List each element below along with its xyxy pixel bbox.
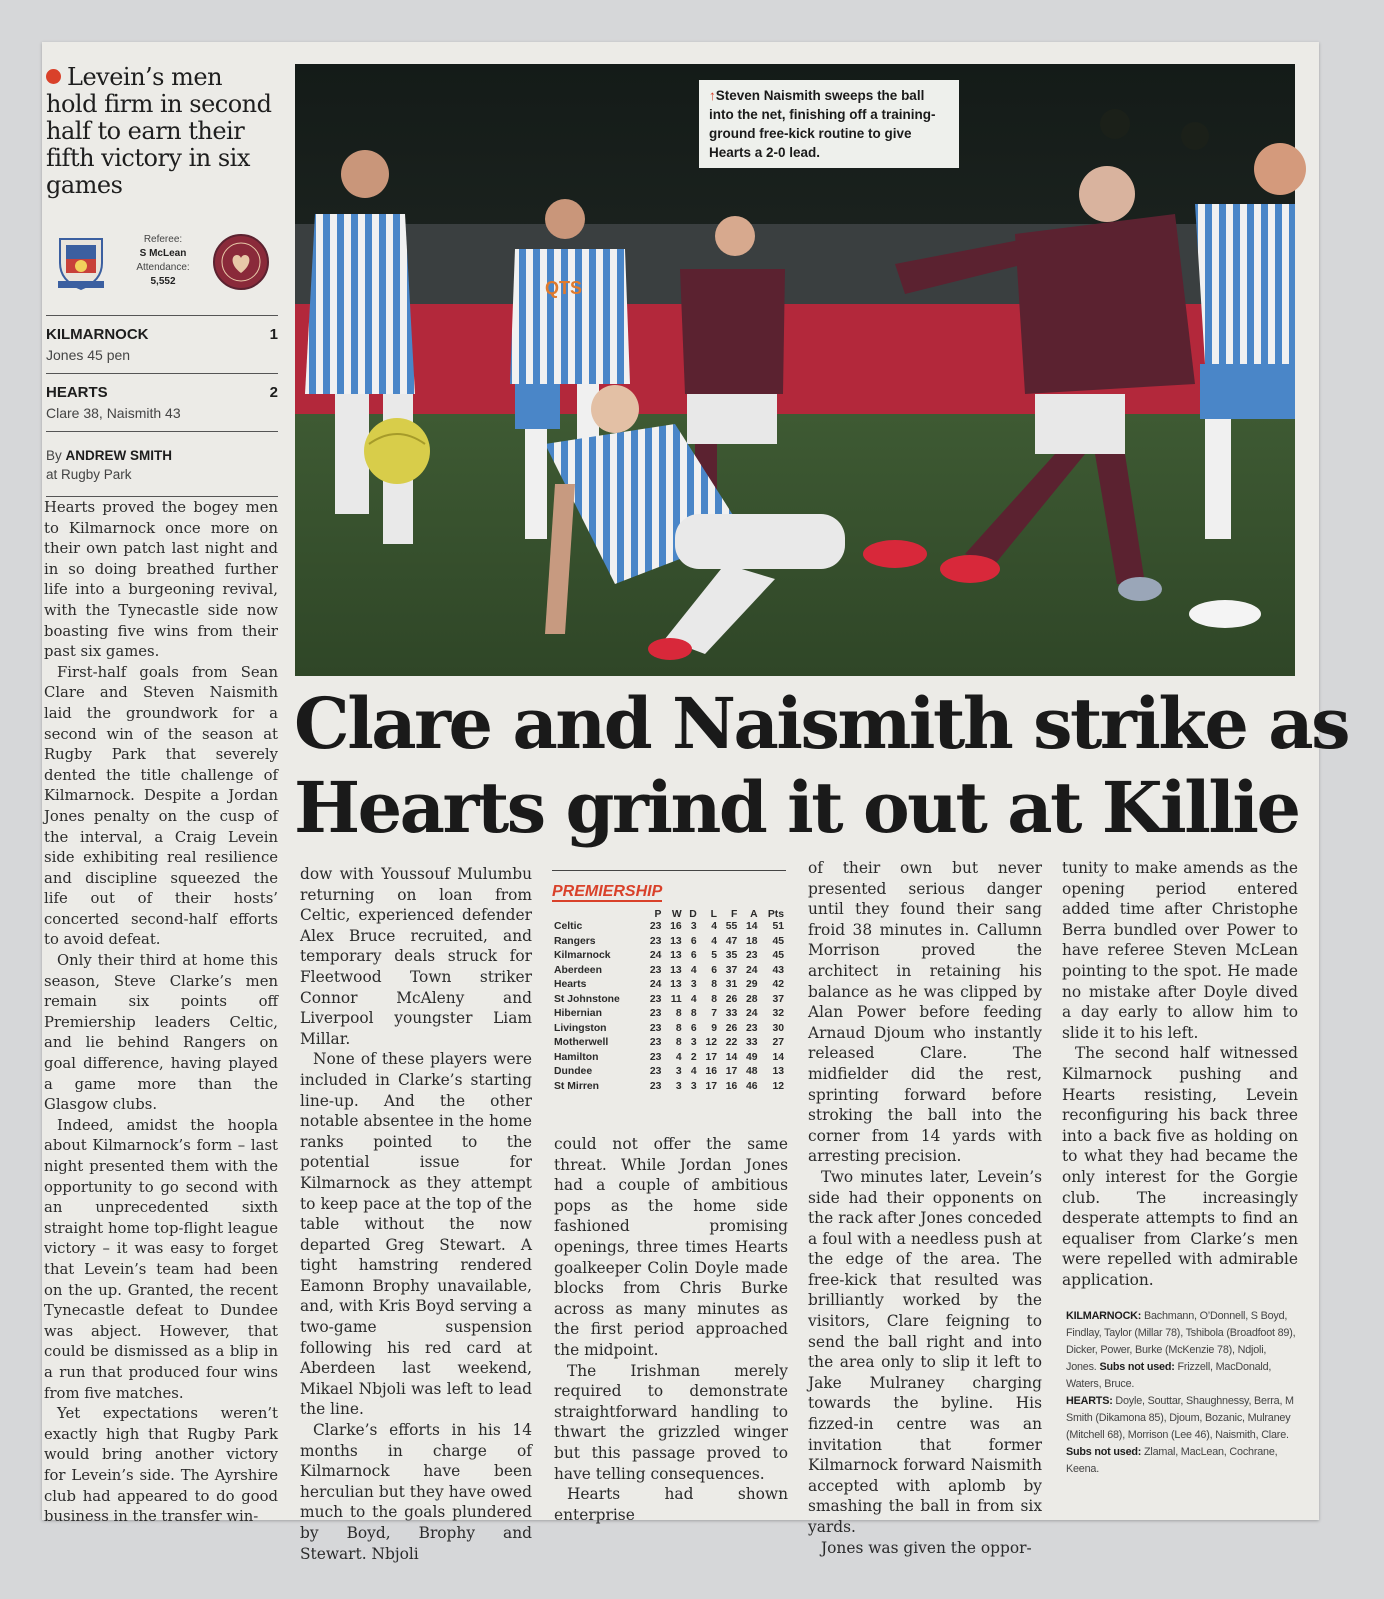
league-stat-cell: 3: [690, 979, 697, 990]
league-stat-cell: 30: [772, 1022, 784, 1034]
away-team-row: HEARTS 2: [46, 384, 278, 401]
league-team-name: Hamilton: [554, 1051, 599, 1063]
divider: [46, 431, 278, 432]
league-stat-cell: 43: [772, 964, 784, 976]
divider: [46, 315, 278, 316]
league-stat-cell: 13: [772, 1066, 784, 1077]
paragraph: First-half goals from Sean Clare and Steven Naismith laid the groundwork for a second win of the season at Rugby Park that severely dented the title challenge of Kilmarnock. Despite a Jordan Jones penalty on the cusp of the interval, a Craig Levein side exhibiting real resilience and discipline squeezed the life out of their hosts’ concerted second-half efforts to avoid defeat.: [44, 663, 278, 949]
newspaper-page: [42, 42, 1348, 1563]
away-score: 2: [269, 384, 278, 401]
league-table-header: P W D L F A Pts: [654, 909, 784, 920]
league-stat-cell: 23: [649, 964, 662, 976]
league-team-name: Motherwell: [554, 1037, 609, 1048]
league-stat-cell: 23: [649, 993, 662, 1005]
divider: [46, 496, 278, 497]
league-team-name: St Mirren: [554, 1080, 600, 1092]
league-stat-cell: 55: [725, 921, 738, 932]
league-stat-cell: 23: [649, 1051, 662, 1063]
paragraph: Yet expectations weren’t exactly high that Rugby Park would bring another victory for Levein’s side. The Ayrshire club had appeared to do good business in the transfer win-: [44, 1405, 278, 1526]
hearts-crest-icon: [212, 233, 270, 291]
league-stat-cell: 7: [711, 1008, 717, 1019]
league-stat-cell: 24: [649, 979, 662, 990]
league-stat-cell: 47: [725, 935, 738, 947]
league-team-name: Hibernian: [554, 1008, 602, 1019]
paragraph: Two minutes later, Levein’s side had their opponents on the rack after Jones conceded a foul with a needless push at the edge of the area. The free-kick that resulted was brilliantly worked by the visitors, Clare feigning to send the ball right and into the area only to slip it left to Jake Mulraney charging towards the byline. His fizzed-in centre was an invitation that former Kilmarnock forward Naismith accepted with aplomb by smashing the ball in from six yards.: [808, 1167, 1042, 1536]
league-stat-cell: 8: [675, 1008, 682, 1019]
league-stat-cell: 3: [675, 1080, 682, 1092]
league-stat-cell: 24: [649, 950, 662, 961]
league-stat-cell: 12: [772, 1080, 784, 1092]
league-stat-cell: 6: [711, 964, 717, 976]
league-stat-cell: 17: [725, 1066, 738, 1077]
league-stat-cell: 4: [711, 921, 717, 932]
paragraph: could not offer the same threat. While Jordan Jones had a couple of ambitious pops as the home side fashioned promising openings, three times Hearts goalkeeper Colin Doyle made blocks from Chris Burke across as many minutes as the first period approached the midpoint.: [554, 1135, 788, 1359]
league-stat-cell: 11: [670, 993, 682, 1005]
league-team-name: Livingston: [554, 1022, 607, 1034]
league-stat-cell: 4: [690, 993, 697, 1005]
league-stat-cell: 13: [670, 964, 682, 976]
league-table-row: [552, 1022, 786, 1037]
league-stat-cell: 42: [772, 979, 784, 990]
league-stat-cell: 51: [772, 921, 784, 932]
league-table-row: [552, 1036, 786, 1051]
home-team-row: KILMARNOCK 1: [46, 326, 278, 343]
league-stat-cell: 8: [675, 1037, 682, 1048]
league-stat-cell: 28: [746, 993, 758, 1005]
league-stat-cell: 23: [649, 1066, 662, 1077]
league-table-row: [552, 964, 786, 979]
headline: [294, 682, 1348, 850]
league-stat-cell: 8: [675, 1022, 682, 1034]
paragraph: tunity to make amends as the opening period entered added time after Christophe Berra bundled over Power to have referee Steven McLean pointing to the spot. He made no mistake after Doyle dived a day early to allow him to slide it to his left.: [1062, 859, 1298, 1042]
league-team-name: Kilmarnock: [554, 950, 611, 961]
paragraph: Hearts proved the bogey men to Kilmarnock once more on their own patch last night and in so doing breathed further life into a burgeoning revival, with the Tynecastle side now boasting five wins from their past six games.: [44, 499, 278, 661]
league-stat-cell: 45: [772, 950, 784, 961]
league-table-box: [552, 870, 786, 1094]
league-stat-cell: 6: [690, 1022, 697, 1034]
league-team-name: Rangers: [554, 935, 596, 947]
league-stat-cell: 14: [746, 921, 758, 932]
league-stat-cell: 14: [772, 1051, 784, 1063]
paragraph: dow with Youssouf Mulumbu returning on loan from Celtic, experienced defender Alex Bruce recruited, and temporary deals struck for Fleetwood Town striker Connor McAleny and Liverpool youngster Liam Millar.: [300, 865, 532, 1048]
league-stat-cell: 3: [690, 1080, 697, 1092]
league-stat-cell: 23: [649, 935, 662, 947]
paragraph: None of these players were included in Clarke’s starting line-up. And the other notable absentee in the home ranks pointed to the potential issue for Kilmarnock as they attempt to keep pace at the top of the table without the now departed Greg Stewart. A tight hamstring rendered Eamonn Brophy unavailable, and, with Kris Boyd serving a two-game suspension following his red card at Aberdeen last weekend, Mikael Nbjoli was left to lead the line.: [300, 1050, 532, 1419]
byline: By ANDREW SMITH at Rugby Park: [46, 448, 173, 482]
paragraph: of their own but never presented serious danger until they found their sang froid 38 minutes in. Callumn Morrison proved the architect in retaining his balance as he was clipped by Alan Power before feeding Arnaud Djoum who instantly released Clare. The midfielder did the rest, sprinting forward before stroking the ball into the corner from 14 yards with arresting precision.: [808, 859, 1042, 1166]
league-stat-cell: 2: [690, 1051, 697, 1063]
league-stat-cell: 37: [725, 964, 738, 976]
league-stat-cell: 3: [675, 1066, 682, 1077]
article-column-2: [300, 864, 532, 1564]
league-table-row: [552, 1080, 786, 1095]
league-stat-cell: 49: [746, 1051, 758, 1063]
photo-caption: ↑Steven Naismith sweeps the ball into the net, finishing off a training-ground free-kick routine to give Hearts a 2-0 lead.: [699, 80, 959, 168]
league-stat-cell: 12: [705, 1037, 717, 1048]
league-stat-cell: 23: [649, 1037, 662, 1048]
league-stat-cell: 4: [690, 964, 697, 976]
league-team-name: Aberdeen: [554, 964, 602, 976]
home-scorers: Jones 45 pen: [46, 347, 131, 363]
paragraph: The Irishman merely required to demonstrate straightforward handling to thwart the grizzled winger but this passage proved to have telling consequences.: [554, 1361, 788, 1483]
league-table-title: PREMIERSHIP: [552, 870, 786, 901]
league-stat-cell: 31: [725, 979, 738, 990]
league-stat-cell: 24: [746, 1008, 758, 1019]
kicker: Levein’s men hold firm in second half to earn their fifth victory in six games: [46, 63, 272, 199]
league-stat-cell: 17: [705, 1051, 717, 1063]
league-stat-cell: 27: [772, 1037, 784, 1048]
paragraph: Only their third at home this season, Steve Clarke’s men remain six points off Premiership leaders Celtic, and lie behind Rangers on goal difference, having played a game more than the Glasgow clubs.: [44, 952, 278, 1114]
away-scorers: Clare 38, Naismith 43: [46, 405, 181, 421]
paragraph: Jones was given the oppor-: [821, 1538, 1032, 1557]
league-stat-cell: 3: [690, 921, 697, 932]
league-table: [552, 909, 786, 1094]
league-stat-cell: 8: [711, 993, 717, 1005]
article-column-4: [808, 858, 1042, 1558]
home-score: 1: [269, 326, 278, 343]
league-stat-cell: 37: [772, 993, 784, 1005]
bullet-dot-icon: [46, 69, 61, 84]
league-table-row: [552, 1065, 786, 1080]
league-stat-cell: 23: [649, 1008, 662, 1019]
league-stat-cell: 23: [649, 921, 662, 932]
league-stat-cell: 17: [705, 1080, 717, 1092]
league-stat-cell: 6: [690, 950, 697, 961]
paragraph: The second half witnessed Kilmarnock pushing and Hearts resisting, Levein reconfiguring his back three into a back five as holding on to what they had became the only interest for the Gorgie club. The increasingly desperate attempts to find an equaliser from Clarke’s men were repelled with admirable application.: [1062, 1044, 1298, 1289]
kilmarnock-lineup: KILMARNOCK: Bachmann, O’Donnell, S Boyd, Findlay, Taylor (Millar 78), Tshibola (Broadfoot 89), Dicker, Power, Burke (McKenzie 78), Ndjoli, Jones. Subs not used: Frizzell, MacDonald, Waters, Bruce.: [1066, 1310, 1296, 1390]
league-stat-cell: 29: [746, 979, 758, 990]
league-stat-cell: 4: [690, 1066, 697, 1077]
league-stat-cell: 26: [725, 1022, 738, 1034]
league-table-row: [552, 1007, 786, 1022]
league-stat-cell: 8: [711, 979, 717, 990]
team-lineups: [1066, 1308, 1298, 1478]
league-stat-cell: 26: [725, 993, 738, 1005]
headline-line-2: Hearts grind it out at Killie: [294, 766, 1299, 849]
league-stat-cell: 23: [746, 1022, 758, 1034]
league-stat-cell: 4: [711, 935, 717, 947]
league-stat-cell: 13: [670, 935, 682, 947]
match-photo: [295, 64, 1295, 676]
league-table-row: [552, 993, 786, 1008]
league-stat-cell: 33: [725, 1008, 738, 1019]
league-stat-cell: 22: [725, 1037, 738, 1048]
league-stat-cell: 5: [711, 950, 717, 961]
kilmarnock-crest-icon: [54, 233, 108, 291]
league-stat-cell: 13: [670, 950, 682, 961]
league-stat-cell: 23: [746, 950, 758, 961]
hearts-lineup: HEARTS: Doyle, Souttar, Shaughnessy, Berra, M Smith (Dikamona 85), Djoum, Bozanic, Mulraney (Mitchell 68), Morrison (Lee 46), Naismith, Clare. Subs not used: Zlamal, MacLean, Cochrane, Keena.: [1066, 1395, 1294, 1475]
league-team-name: St Johnstone: [554, 993, 620, 1005]
league-stat-cell: 16: [705, 1066, 717, 1077]
league-stat-cell: 35: [725, 950, 738, 961]
league-stat-cell: 48: [746, 1066, 758, 1077]
shirt-sponsor: QTS: [545, 278, 583, 298]
league-stat-cell: 6: [690, 935, 697, 947]
league-stat-cell: 9: [711, 1022, 717, 1034]
paragraph: Hearts had shown enterprise: [554, 1485, 788, 1524]
league-stat-cell: 46: [746, 1080, 758, 1092]
match-officials: Referee: S McLean Attendance: 5,552: [136, 234, 190, 287]
league-stat-cell: 13: [670, 979, 682, 990]
paragraph: Clarke’s efforts in his 14 months in charge of Kilmarnock have been herculian but they have owed much to the goals plundered by Boyd, Brophy and Stewart. Nbjoli: [300, 1421, 532, 1563]
league-stat-cell: 32: [772, 1008, 784, 1019]
match-crests: [46, 229, 278, 309]
league-stat-cell: 24: [746, 964, 758, 976]
paragraph: Indeed, amidst the hoopla about Kilmarnock’s form – last night presented them with the opportunity to go second with an unprecedented sixth straight home top-flight league victory – it was easy to forget that Levein’s team had been on the up. Granted, the recent Tynecastle defeat to Dundee was abject. However, that could be dismissed as a blip in a run that produced four wins from five matches.: [44, 1116, 278, 1402]
league-table-body: [552, 920, 786, 1094]
article-column-5: [1062, 858, 1298, 1290]
headline-line-1: Clare and Naismith strike as: [294, 682, 1348, 765]
league-stat-cell: 4: [675, 1051, 682, 1063]
league-table-row: [552, 1051, 786, 1066]
league-stat-cell: 45: [772, 935, 784, 947]
divider: [46, 373, 278, 374]
league-stat-cell: 23: [649, 1080, 662, 1092]
article-column-1: [44, 498, 278, 1528]
league-table-row: [552, 920, 786, 935]
league-stat-cell: 23: [649, 1022, 662, 1034]
league-table-row: [552, 935, 786, 950]
article-column-3: [554, 1134, 788, 1525]
league-stat-cell: 16: [725, 1080, 738, 1092]
league-table-row: [552, 949, 786, 964]
league-stat-cell: 14: [725, 1051, 738, 1063]
league-team-name: Dundee: [554, 1066, 593, 1077]
match-sidebar: [46, 64, 278, 503]
league-stat-cell: 3: [690, 1037, 697, 1048]
league-stat-cell: 33: [746, 1037, 758, 1048]
league-table-row: [552, 978, 786, 993]
league-stat-cell: 16: [670, 921, 682, 932]
arrow-up-icon: ↑: [709, 88, 716, 103]
league-stat-cell: 8: [690, 1008, 697, 1019]
league-stat-cell: 18: [746, 935, 758, 947]
league-team-name: Celtic: [554, 921, 583, 932]
league-team-name: Hearts: [554, 979, 587, 990]
